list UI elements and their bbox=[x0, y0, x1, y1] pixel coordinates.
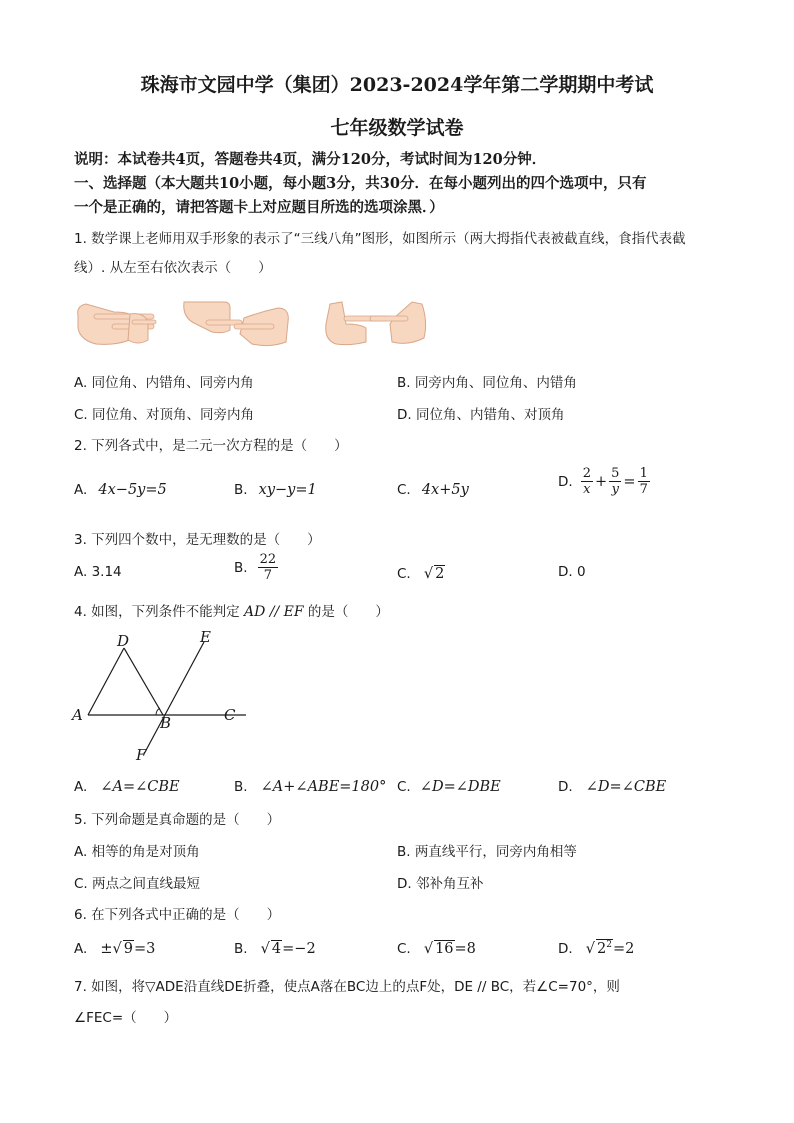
label-f: F bbox=[136, 746, 147, 764]
q7-stem-line2: ∠FEC=（ ） bbox=[74, 1010, 178, 1026]
q2-d-plus: + bbox=[594, 473, 608, 490]
q6-option-c bbox=[397, 938, 476, 957]
q3-option-d: D. 0 bbox=[558, 564, 586, 580]
q6-stem: 6. 在下列各式中正确的是（ ） bbox=[74, 907, 281, 923]
q2-d-fraction-3: $\frac{1}{7}$ bbox=[639, 466, 648, 497]
q3-c-sqrt: √ 2 bbox=[423, 566, 445, 582]
q1-stem-line2: 线）. 从左至右依次表示（ ） bbox=[74, 260, 272, 276]
q4-stem bbox=[74, 600, 389, 620]
q4-option-c-expr: ∠D=∠DBE bbox=[419, 779, 501, 795]
q6-option-a-expr: ±√ 9=3 bbox=[100, 941, 156, 957]
hands-image-3 bbox=[326, 302, 426, 345]
line-db bbox=[124, 648, 163, 715]
q4-stem-pre: 4. 如图，下列条件不能判定 bbox=[74, 604, 240, 620]
q3-option-c bbox=[397, 563, 445, 582]
q6-option-b-expr: √ 4=−2 bbox=[260, 941, 316, 957]
q2-d-equals: = bbox=[623, 473, 636, 490]
q2-option-a bbox=[74, 479, 167, 498]
q4-option-b bbox=[234, 776, 386, 795]
q2-option-d-letter: D. bbox=[558, 473, 573, 490]
hands-image-2 bbox=[184, 302, 289, 346]
q3-option-c-letter: C. bbox=[397, 566, 411, 582]
q1-option-d: D. 同位角、内错角、对顶角 bbox=[397, 407, 565, 423]
q2-option-b-letter: B. bbox=[234, 482, 248, 498]
q6-option-a-letter: A. bbox=[74, 941, 88, 957]
q3-option-a: A. 3.14 bbox=[74, 564, 122, 580]
q3-b-fraction: $\frac{22}{7}$ bbox=[259, 552, 277, 583]
paper-subtitle: 七年级数学试卷 bbox=[330, 117, 464, 139]
q6-option-d-expr: √ $2^2=2$ bbox=[585, 940, 635, 957]
q4-option-a bbox=[74, 776, 180, 795]
q4-option-d bbox=[558, 776, 666, 795]
q2-option-b-expr: xy−y=1 bbox=[258, 482, 317, 498]
q2-option-c-expr: 4x+5y bbox=[421, 482, 469, 498]
q6-option-b bbox=[234, 938, 316, 957]
q7-stem-line1: 7. 如图，将▽ADE沿直线DE折叠，使点A落在BC边上的点F处，DE // BC，若∠C=70°，则 bbox=[74, 979, 620, 995]
q2-option-c-letter: C. bbox=[397, 482, 411, 498]
q2-option-c bbox=[397, 479, 469, 498]
q2-d-fraction-1: $\frac{2}{x}$ bbox=[582, 466, 591, 497]
q1-option-c: C. 同位角、对顶角、同旁内角 bbox=[74, 407, 255, 423]
q5-option-a: A. 相等的角是对顶角 bbox=[74, 844, 200, 860]
q4-option-c-letter: C. bbox=[397, 779, 411, 795]
q1-stem-line1: 1. 数学课上老师用双手形象的表示了“三线八角”图形，如图所示（两大拇指代表被截直线，食指代表截 bbox=[74, 231, 686, 247]
q2-option-a-expr: 4x−5y=5 bbox=[98, 482, 167, 498]
section1-heading-line2: 一个是正确的，请把答题卡上对应题目所选的选项涂黑．） bbox=[74, 199, 444, 216]
section1-heading-line1: 一、选择题（本大题共10小题，每小题3分，共30分．在每小题列出的四个选项中，只有 bbox=[74, 175, 647, 192]
q5-stem: 5. 下列命题是真命题的是（ ） bbox=[74, 812, 281, 828]
q6-option-c-letter: C. bbox=[397, 941, 411, 957]
q2-option-d bbox=[558, 466, 650, 497]
q1-option-b: B. 同旁内角、同位角、内错角 bbox=[397, 375, 577, 391]
q6-option-d-letter: D. bbox=[558, 941, 573, 957]
q5-option-b: B. 两直线平行，同旁内角相等 bbox=[397, 844, 577, 860]
label-b: B bbox=[160, 714, 172, 732]
q3-option-b-letter: B. bbox=[234, 559, 248, 576]
hands-image-1 bbox=[78, 304, 156, 344]
q6-option-c-expr: √ 16=8 bbox=[423, 941, 476, 957]
q4-stem-math: AD // EF bbox=[243, 604, 304, 620]
q2-option-b bbox=[234, 479, 317, 498]
q6-option-b-letter: B. bbox=[234, 941, 248, 957]
q2-option-a-letter: A. bbox=[74, 482, 88, 498]
q5-option-c: C. 两点之间直线最短 bbox=[74, 876, 201, 892]
label-e: E bbox=[200, 628, 211, 646]
q1-hands-figure bbox=[74, 294, 434, 354]
q3-option-b bbox=[234, 552, 278, 583]
q6-option-d bbox=[558, 938, 634, 957]
q4-stem-post: 的是（ ） bbox=[307, 604, 389, 620]
exam-title: 珠海市文园中学（集团）2023-2024学年第二学期期中考试 bbox=[140, 74, 654, 96]
q1-option-a: A. 同位角、内错角、同旁内角 bbox=[74, 375, 254, 391]
q4-option-b-expr: ∠A+∠ABE=180° bbox=[260, 779, 387, 795]
instructions: 说明：本试卷共4页，答题卷共4页，满分120分，考试时间为120分钟． bbox=[74, 151, 547, 168]
q4-geometry-figure bbox=[66, 626, 256, 766]
q5-option-d: D. 邻补角互补 bbox=[397, 876, 484, 892]
q4-option-c bbox=[397, 776, 501, 795]
label-a: A bbox=[72, 706, 83, 724]
q4-option-d-letter: D. bbox=[558, 779, 573, 795]
q2-stem: 2. 下列各式中，是二元一次方程的是（ ） bbox=[74, 438, 348, 454]
q3-stem: 3. 下列四个数中，是无理数的是（ ） bbox=[74, 532, 321, 548]
q4-option-a-letter: A. bbox=[74, 779, 88, 795]
q4-option-a-expr: ∠A=∠CBE bbox=[100, 779, 180, 795]
q4-option-d-expr: ∠D=∠CBE bbox=[585, 779, 667, 795]
label-c: C bbox=[224, 706, 236, 724]
label-d: D bbox=[117, 632, 130, 650]
q6-option-a bbox=[74, 938, 155, 957]
q4-option-b-letter: B. bbox=[234, 779, 248, 795]
line-ad bbox=[88, 648, 124, 715]
q2-d-fraction-2: $\frac{5}{y}$ bbox=[611, 466, 620, 497]
